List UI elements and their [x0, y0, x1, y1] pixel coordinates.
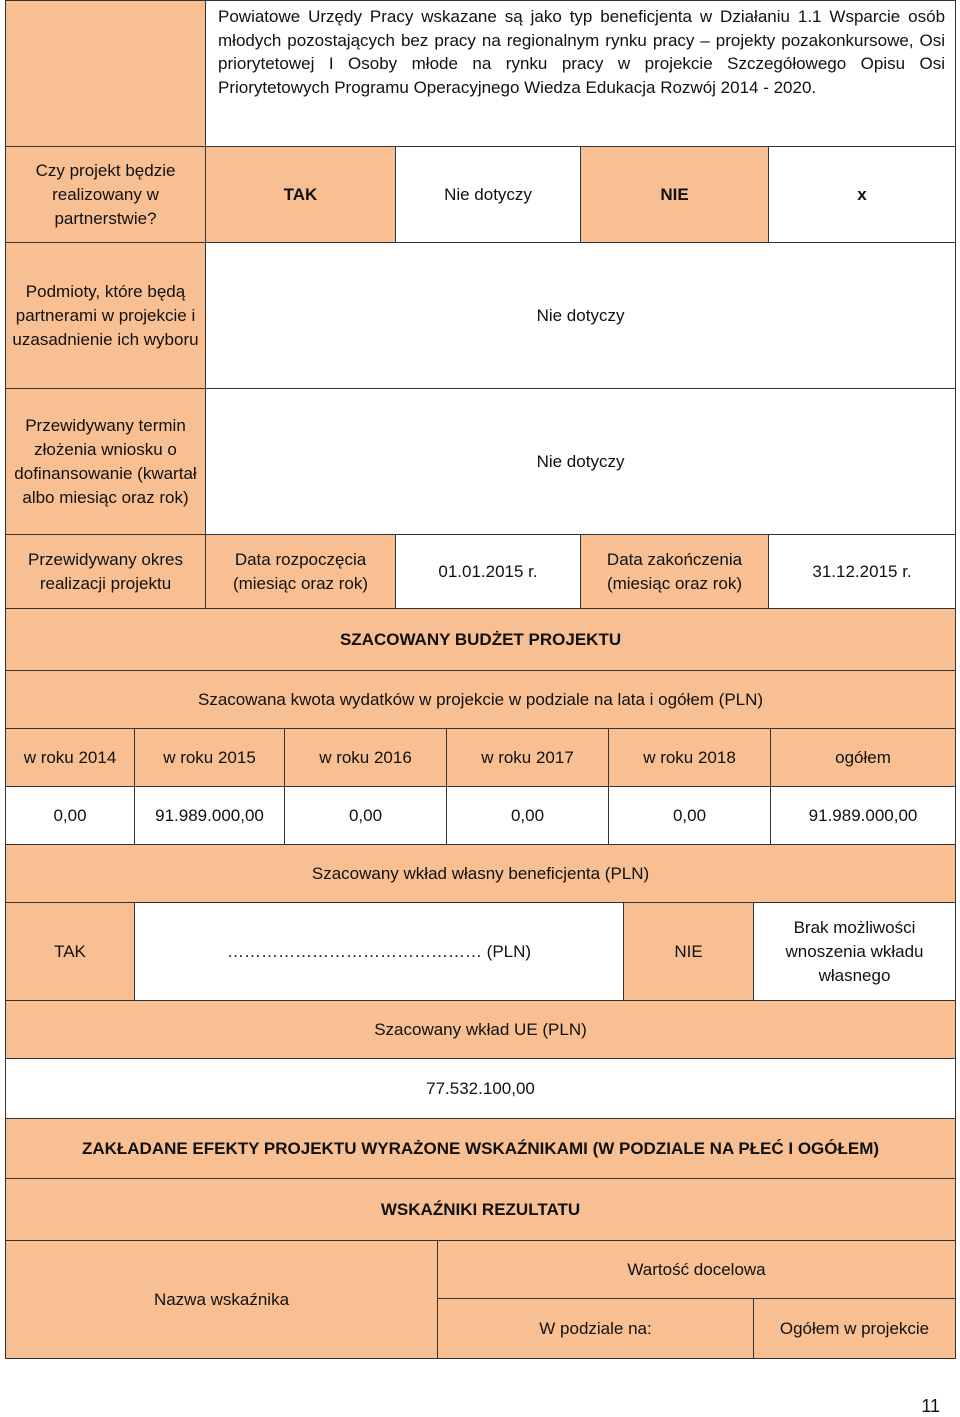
budget-title: SZACOWANY BUDŻET PROJEKTU: [6, 609, 956, 671]
eu-title: Szacowany wkład UE (PLN): [6, 1001, 956, 1059]
amount-cell: 0,00: [6, 787, 135, 845]
partners-label: Podmioty, które będą partnerami w projekcie i uzasadnienie ich wyboru: [6, 243, 206, 389]
partnership-tak: TAK: [206, 147, 396, 243]
budget-table: [5, 608, 956, 903]
result-indicators-title: WSKAŹNIKI REZULTATU: [6, 1179, 956, 1241]
project-form-table: [5, 0, 956, 609]
partnership-tak-value: Nie dotyczy: [396, 147, 581, 243]
expenses-title: Szacowana kwota wydatków w projekcie w podziale na lata i ogółem (PLN): [6, 671, 956, 729]
split-header: W podziale na:: [438, 1299, 754, 1359]
intro-label-cell: [6, 1, 206, 147]
period-start-label: Data rozpoczęcia (miesiąc oraz rok): [206, 535, 396, 609]
amount-cell: 0,00: [285, 787, 447, 845]
period-label: Przewidywany okres realizacji projektu: [6, 535, 206, 609]
partnership-label: Czy projekt będzie realizowany w partnerstwie?: [6, 147, 206, 243]
year-header: w roku 2016: [285, 729, 447, 787]
intro-text: Powiatowe Urzędy Pracy wskazane są jako typ beneficjenta w Działaniu 1.1 Wsparcie osób młodych pozostających bez pracy na regionalnym rynku pracy – projekty pozakonkursowe, Osi priorytetowej I Osoby młode na rynku pracy w projekcie Szczegółowego Opisu Osi Priorytetowych Programu Operacyjnego Wiedza Edukacja Rozwój 2014 - 2020.: [206, 1, 956, 147]
amount-cell: 0,00: [447, 787, 609, 845]
amount-cell: 91.989.000,00: [771, 787, 956, 845]
target-value-header: Wartość docelowa: [438, 1241, 956, 1299]
year-header: w roku 2017: [447, 729, 609, 787]
partners-value: Nie dotyczy: [206, 243, 956, 389]
year-header: w roku 2015: [135, 729, 285, 787]
indicator-name-header: Nazwa wskaźnika: [6, 1241, 438, 1359]
partnership-nie: NIE: [581, 147, 769, 243]
period-end-label: Data zakończenia (miesiąc oraz rok): [581, 535, 769, 609]
submission-value: Nie dotyczy: [206, 389, 956, 535]
page-number: 11: [921, 1396, 940, 1416]
indicators-table: [5, 1240, 956, 1359]
period-end-value: 31.12.2015 r.: [769, 535, 956, 609]
own-nie: NIE: [624, 903, 754, 1001]
period-start-value: 01.01.2015 r.: [396, 535, 581, 609]
eu-value: 77.532.100,00: [6, 1059, 956, 1119]
submission-label: Przewidywany termin złożenia wniosku o dofinansowanie (kwartał albo miesiąc oraz rok): [6, 389, 206, 535]
own-tak-value: ……………………………………… (PLN): [135, 903, 624, 1001]
total-header: Ogółem w projekcie: [754, 1299, 956, 1359]
own-nie-value: Brak możliwości wnoszenia wkładu własnego: [754, 903, 956, 1001]
own-contribution-table: [5, 902, 956, 1241]
year-header: w roku 2014: [6, 729, 135, 787]
effects-title: ZAKŁADANE EFEKTY PROJEKTU WYRAŻONE WSKAŹNIKAMI (W PODZIALE NA PŁEĆ I OGÓŁEM): [6, 1119, 956, 1179]
partnership-nie-value: x: [769, 147, 956, 243]
own-contribution-title: Szacowany wkład własny beneficjenta (PLN): [6, 845, 956, 903]
year-header: w roku 2018: [609, 729, 771, 787]
amount-cell: 91.989.000,00: [135, 787, 285, 845]
own-tak: TAK: [6, 903, 135, 1001]
year-header: ogółem: [771, 729, 956, 787]
amount-cell: 0,00: [609, 787, 771, 845]
